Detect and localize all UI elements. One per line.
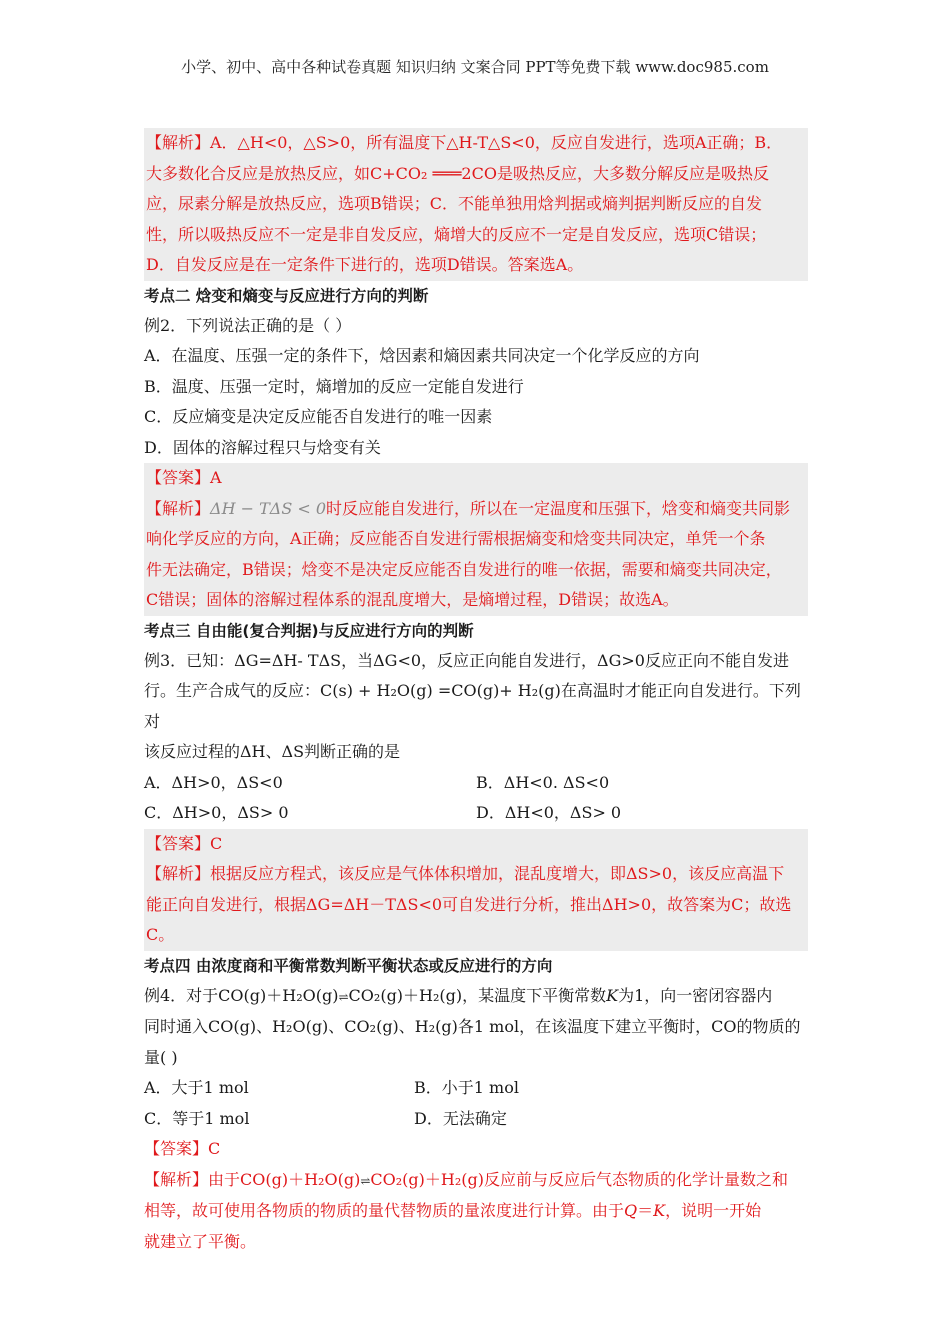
analysis-line: 大多数化合反应是放热反应，如C+CO₂ ═══2CO是吸热反应，大多数分解反应是吸热反 xyxy=(146,163,769,183)
constant-k: K xyxy=(653,1201,666,1220)
question-4-stem-line: 量( ) xyxy=(144,1047,178,1067)
analysis-block-1 xyxy=(144,128,808,281)
section-title-4: 考点四 由浓度商和平衡常数判断平衡状态或反应进行的方向 xyxy=(144,956,553,975)
question-4-stem-line xyxy=(144,981,808,1013)
equals-sign: ＝ xyxy=(637,1201,654,1220)
question-4-options-row-2 xyxy=(144,1104,808,1135)
question-4-stem-line: 同时通入CO(g)、H₂O(g)、CO₂(g)、H₂(g)各1 mol，在该温度下建立平衡时，CO的物质的 xyxy=(144,1017,801,1036)
question-3-stem-line: 该反应过程的ΔH、ΔS判断正确的是 xyxy=(144,742,401,761)
analysis-line: 性，所以吸热反应不一定是非自发反应，熵增大的反应不一定是自发反应，选项C错误； xyxy=(146,224,767,244)
analysis-line: D．自发反应是在一定条件下进行的，选项D错误。答案选A。 xyxy=(146,255,584,274)
analysis-line: C错误；固体的溶解过程体系的混乱度增大，是熵增过程，D错误；故选A。 xyxy=(146,590,679,609)
stem-text: 例4．对于CO(g)＋H₂O(g) xyxy=(144,985,339,1005)
question-3-stem-line: 行。生产合成气的反应：C(s) + H₂O(g) =CO(g)+ H₂(g)在高温时才能正向自发进行。下列对 xyxy=(144,681,801,731)
question-3-stem-line: 例3．已知：ΔG=ΔH- TΔS，当ΔG<0，反应正向能自发进行，ΔG>0反应正向不能自发进 xyxy=(144,650,789,670)
analysis-text: 相等，故可使用各物质的物质的量代替物质的量浓度进行计算。由于 xyxy=(144,1201,625,1220)
analysis-text: 由于CO(g)＋H₂O(g) xyxy=(208,1169,361,1189)
analysis-4-line xyxy=(144,1165,808,1197)
analysis-line: 能正向自发进行，根据ΔG=ΔH－TΔS<0可自发进行分析，推出ΔH>0，故答案为C；故选 xyxy=(146,894,792,914)
analysis-text: CO₂(g)＋H₂(g)反应前与反应后气态物质的化学计量数之和 xyxy=(370,1169,788,1189)
question-2-stem: 例2．下列说法正确的是（ ） xyxy=(144,315,352,335)
analysis-4-line: 就建立了平衡。 xyxy=(144,1231,257,1251)
question-2-option-c: C．反应熵变是决定反应能否自发进行的唯一因素 xyxy=(144,407,493,426)
question-3-option-c: C．ΔH>0，ΔS> 0 xyxy=(144,803,289,822)
analysis-2-first-line xyxy=(146,494,806,525)
answer-block-3 xyxy=(144,829,808,951)
stem-text: 为1，向一密闭容器内 xyxy=(618,985,773,1005)
equilibrium-arrows-icon: ⇌ xyxy=(338,989,349,1004)
analysis-text: ，说明一开始 xyxy=(665,1201,762,1220)
answer-block-2 xyxy=(144,463,808,616)
page-header: 小学、初中、高中各种试卷真题 知识归纳 文案合同 PPT等免费下载 www.doc985.com xyxy=(181,58,769,76)
question-3-options-row-1 xyxy=(144,768,808,799)
quotient-q: Q xyxy=(624,1201,638,1220)
answer-4: 【答案】C xyxy=(144,1139,221,1158)
question-3-option-b: B．ΔH<0. ΔS<0 xyxy=(476,772,610,792)
question-3-option-a: A．ΔH>0，ΔS<0 xyxy=(144,772,283,792)
analysis-line: 应，尿素分解是放热反应，选项B错误；C．不能单独用焓判据或熵判据判断反应的自发 xyxy=(146,194,763,213)
analysis-text: 时反应能自发进行，所以在一定温度和压强下，焓变和熵变共同影 xyxy=(326,498,791,518)
question-3-option-d: D．ΔH<0，ΔS> 0 xyxy=(476,803,622,822)
analysis-line: 件无法确定，B错误；焓变不是决定反应能否自发进行的唯一依据，需要和熵变共同决定， xyxy=(146,559,782,579)
question-2-option-d: D．固体的溶解过程只与焓变有关 xyxy=(144,437,381,457)
formula-image: ΔH − TΔS < 0 xyxy=(210,498,327,518)
answer-2: 【答案】A xyxy=(146,468,222,487)
question-4-option-a: A．大于1 mol xyxy=(144,1078,249,1097)
analysis-line: 响化学反应的方向，A正确；反应能否自发进行需根据熵变和焓变共同决定，单凭一个条 xyxy=(146,529,766,548)
stem-text: CO₂(g)＋H₂(g)，某温度下平衡常数 xyxy=(348,985,607,1005)
question-4-option-b: B．小于1 mol xyxy=(414,1078,519,1097)
question-2-option-b: B．温度、压强一定时，熵增加的反应一定能自发进行 xyxy=(144,376,524,396)
analysis-tag: 【解析】 xyxy=(144,1169,209,1189)
main-content xyxy=(144,128,808,1257)
question-4-option-c: C．等于1 mol xyxy=(144,1108,250,1128)
section-title-3: 考点三 自由能(复合判据)与反应进行方向的判断 xyxy=(144,621,474,640)
question-2-option-a: A．在温度、压强一定的条件下，焓因素和熵因素共同决定一个化学反应的方向 xyxy=(144,346,700,365)
equilibrium-arrows-icon: ⇌ xyxy=(360,1173,371,1188)
question-4-option-d: D．无法确定 xyxy=(414,1108,507,1128)
analysis-4-line xyxy=(144,1196,808,1227)
analysis-line: 【解析】A．△H<0，△S>0，所有温度下△H-T△S<0，反应自发进行，选项A正确；B． xyxy=(146,133,783,152)
question-4-options-row-1 xyxy=(144,1073,808,1104)
question-3-options-row-2 xyxy=(144,798,808,829)
analysis-line: C。 xyxy=(146,925,175,944)
analysis-tag: 【解析】 xyxy=(146,498,211,518)
analysis-line: 【解析】根据反应方程式，该反应是气体体积增加，混乱度增大，即ΔS>0，该反应高温下 xyxy=(146,864,785,883)
constant-k: K xyxy=(606,985,619,1005)
section-title-2: 考点二 焓变和熵变与反应进行方向的判断 xyxy=(144,286,429,305)
answer-3: 【答案】C xyxy=(146,833,223,853)
